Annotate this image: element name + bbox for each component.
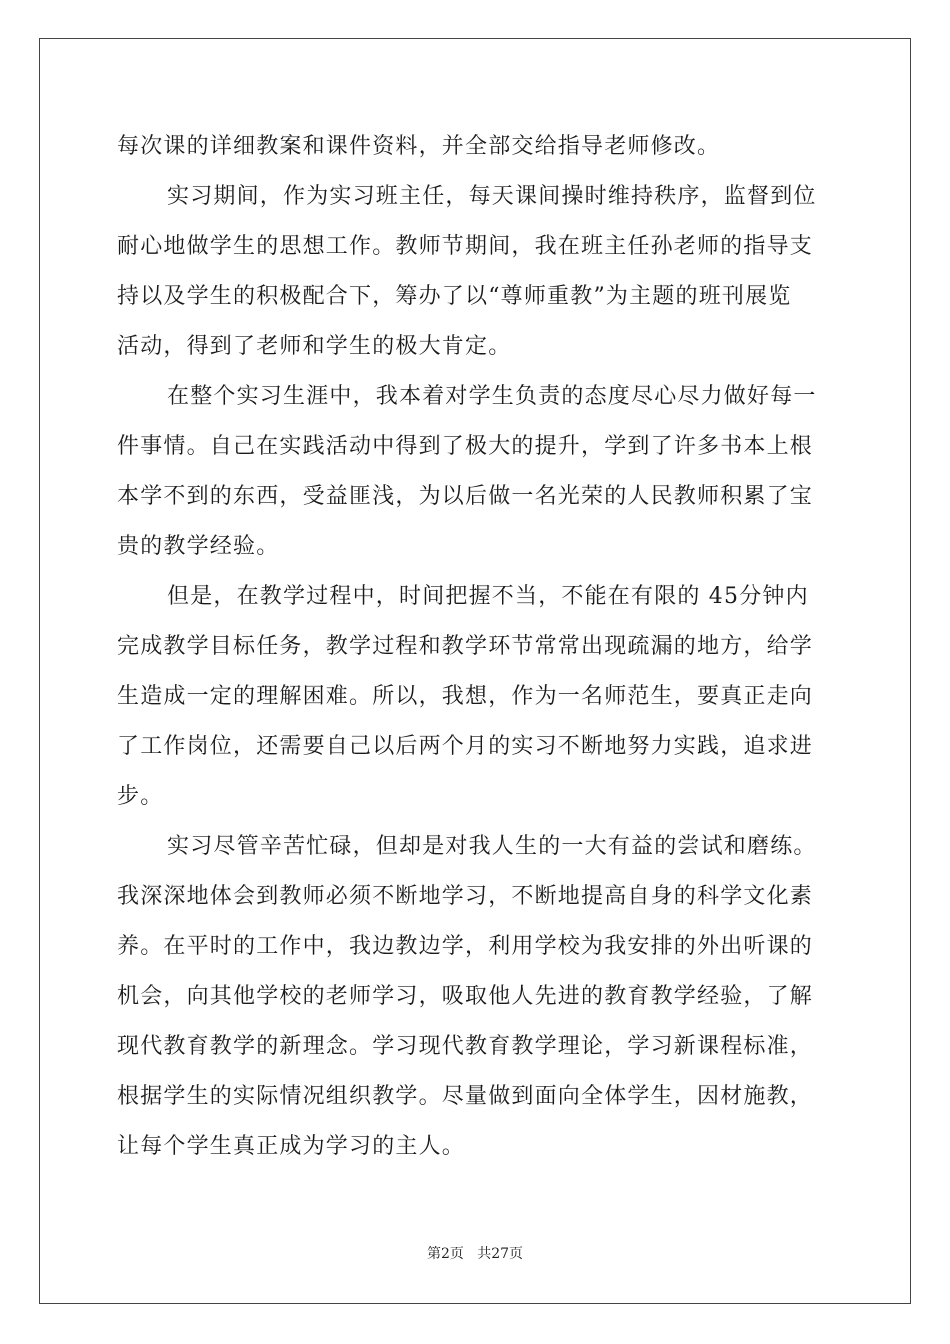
paragraph-first-line: 实习尽管辛苦忙碌，但却是对我人生的一大有益的尝试和磨练。 (167, 834, 817, 859)
text-line: 机会，向其他学校的老师学习，吸取他人先进的教育教学经验，了解 (117, 984, 814, 1009)
text-line: 本学不到的东西，受益匪浅，为以后做一名光荣的人民教师积累了宝 (117, 484, 814, 509)
text-line: 持以及学生的积极配合下，筹办了以“尊师重教”为主题的班刊展览 (117, 284, 792, 309)
text-line: 每次课的详细教案和课件资料，并全部交给指导老师修改。 (117, 134, 721, 159)
text-line: 件事情。自己在实践活动中得到了极大的提升，学到了许多书本上根 (117, 434, 814, 459)
text-line: 我深深地体会到教师必须不断地学习，不断地提高自身的科学文化素 (117, 884, 814, 909)
paragraph-first-line: 实习期间，作为实习班主任，每天课间操时维持秩序，监督到位 (167, 184, 817, 209)
text-line: 贵的教学经验。 (117, 534, 280, 559)
text-line: 养。在平时的工作中，我边教边学，利用学校为我安排的外出听课的 (117, 934, 814, 959)
text-line: 完成教学目标任务，教学过程和教学环节常常出现疏漏的地方，给学 (117, 634, 814, 659)
text-line: 根据学生的实际情况组织教学。尽量做到面向全体学生，因材施教， (117, 1084, 814, 1109)
text-line: 现代教育教学的新理念。学习现代教育教学理论，学习新课程标准， (117, 1034, 814, 1059)
paragraph-first-line: 但是，在教学过程中，时间把握不当，不能在有限的 45分钟内 (167, 584, 809, 609)
paragraph-first-line: 在整个实习生涯中，我本着对学生负责的态度尽心尽力做好每一 (167, 384, 817, 409)
text-line: 了工作岗位，还需要自己以后两个月的实习不断地努力实践，追求进 (117, 734, 814, 759)
text-line: 让每个学生真正成为学习的主人。 (117, 1134, 466, 1159)
text-line: 活动，得到了老师和学生的极大肯定。 (117, 334, 512, 359)
text-line: 生造成一定的理解困难。所以，我想，作为一名师范生，要真正走向 (117, 684, 814, 709)
text-line: 步。 (117, 784, 164, 809)
page-number: 第2页 共27页 (426, 1246, 524, 1262)
text-line: 耐心地做学生的思想工作。教师节期间，我在班主任孙老师的指导支 (117, 234, 814, 259)
